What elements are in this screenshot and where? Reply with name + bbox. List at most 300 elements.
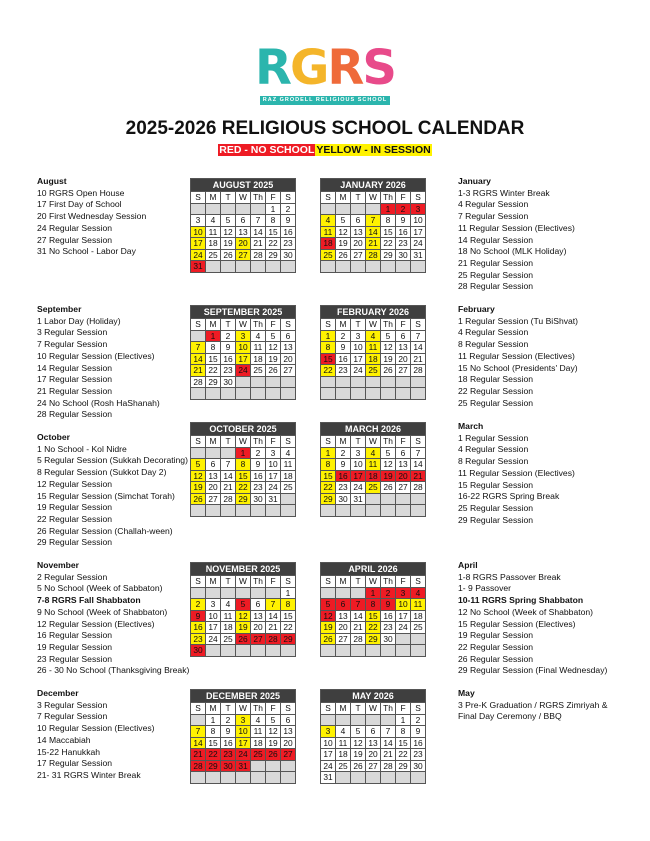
calendar-day: 16 bbox=[336, 470, 351, 482]
notes-item: 24 No School (Rosh HaShanah) bbox=[37, 397, 160, 408]
notes-item: 20 First Wednesday Session bbox=[37, 211, 147, 222]
calendar-empty-cell bbox=[281, 376, 296, 388]
calendar-empty-cell bbox=[351, 261, 366, 273]
calendar-day: 31 bbox=[266, 493, 281, 505]
calendar-day: 29 bbox=[396, 760, 411, 772]
logo-letter: G bbox=[290, 40, 328, 96]
weekday-header: S bbox=[411, 703, 426, 715]
calendar-empty-cell bbox=[321, 714, 336, 726]
calendar-day: 5 bbox=[336, 215, 351, 227]
calendar-day: 17 bbox=[236, 737, 251, 749]
calendar-day: 19 bbox=[236, 622, 251, 634]
notes-item: 19 Regular Session bbox=[458, 630, 534, 641]
calendar-empty-cell bbox=[336, 645, 351, 657]
calendar-empty-cell bbox=[281, 505, 296, 517]
calendar-empty-cell bbox=[251, 376, 266, 388]
calendar-day: 12 bbox=[381, 459, 396, 471]
calendar-day: 6 bbox=[351, 215, 366, 227]
notes-item: 14 Regular Session bbox=[37, 362, 113, 373]
calendar-may-2026 bbox=[320, 689, 426, 784]
calendar-day: 10 bbox=[266, 459, 281, 471]
calendar-day: 5 bbox=[266, 330, 281, 342]
weekday-header: F bbox=[266, 192, 281, 204]
calendar-empty-cell bbox=[351, 376, 366, 388]
calendar-day: 21 bbox=[411, 353, 426, 365]
calendar-day: 27 bbox=[366, 760, 381, 772]
calendar-day: 1 bbox=[366, 587, 381, 599]
calendar-day: 17 bbox=[321, 749, 336, 761]
calendar-day: 27 bbox=[236, 249, 251, 261]
calendar-day: 13 bbox=[281, 342, 296, 354]
calendar-day: 1 bbox=[206, 330, 221, 342]
calendar-day: 26 bbox=[191, 493, 206, 505]
calendar-empty-cell bbox=[381, 645, 396, 657]
calendar-day: 7 bbox=[191, 726, 206, 738]
notes-heading: September bbox=[37, 304, 82, 314]
calendar-day: 9 bbox=[411, 726, 426, 738]
calendar-empty-cell bbox=[396, 505, 411, 517]
notes-item: 25 Regular Session bbox=[458, 269, 534, 280]
notes-item: 25 Regular Session bbox=[458, 397, 534, 408]
calendar-day: 12 bbox=[236, 610, 251, 622]
calendar-empty-cell bbox=[266, 376, 281, 388]
notes-item: 29 Regular Session bbox=[37, 537, 113, 548]
calendar-day: 13 bbox=[351, 226, 366, 238]
calendar-day: 12 bbox=[321, 610, 336, 622]
calendar-day: 7 bbox=[191, 342, 206, 354]
calendar-day: 12 bbox=[336, 226, 351, 238]
calendar-day: 2 bbox=[381, 587, 396, 599]
notes-item: 19 Regular Session bbox=[37, 502, 113, 513]
calendar-empty-cell bbox=[221, 772, 236, 784]
calendar-day: 16 bbox=[396, 226, 411, 238]
calendar-day: 11 bbox=[281, 459, 296, 471]
calendar-day: 18 bbox=[251, 737, 266, 749]
weekday-header: M bbox=[206, 192, 221, 204]
notes-item: 1 Labor Day (Holiday) bbox=[37, 315, 121, 326]
logo-letters bbox=[250, 40, 400, 96]
calendar-day: 4 bbox=[251, 330, 266, 342]
calendar-day: 4 bbox=[321, 215, 336, 227]
notes-item: 4 Regular Session bbox=[458, 199, 529, 210]
notes-item: 5 Regular Session (Sukkah Decorating) bbox=[37, 455, 188, 466]
weekday-header: S bbox=[281, 319, 296, 331]
calendar-day: 30 bbox=[281, 249, 296, 261]
notes-item: 1- 9 Passover bbox=[458, 583, 512, 594]
calendar-day: 18 bbox=[366, 470, 381, 482]
calendar-day: 3 bbox=[396, 587, 411, 599]
calendar-empty-cell bbox=[206, 388, 221, 400]
calendar-day: 8 bbox=[206, 342, 221, 354]
calendar-day: 3 bbox=[191, 215, 206, 227]
calendar-month-title: APRIL 2026 bbox=[321, 563, 426, 576]
calendar-empty-cell bbox=[336, 261, 351, 273]
calendar-empty-cell bbox=[281, 645, 296, 657]
calendar-day: 16 bbox=[221, 737, 236, 749]
calendar-day: 26 bbox=[351, 760, 366, 772]
weekday-header: S bbox=[321, 703, 336, 715]
weekday-header: T bbox=[221, 436, 236, 448]
calendar-empty-cell bbox=[206, 587, 221, 599]
calendar-empty-cell bbox=[351, 505, 366, 517]
calendar-day: 1 bbox=[281, 587, 296, 599]
calendar-day: 18 bbox=[336, 749, 351, 761]
notes-item: 3 Regular Session bbox=[37, 327, 108, 338]
calendar-april-2026 bbox=[320, 562, 426, 657]
calendar-day: 5 bbox=[221, 215, 236, 227]
calendar-day: 28 bbox=[411, 482, 426, 494]
calendar-day: 22 bbox=[396, 749, 411, 761]
calendar-day: 24 bbox=[351, 365, 366, 377]
weekday-header: T bbox=[351, 703, 366, 715]
calendar-day: 8 bbox=[236, 459, 251, 471]
weekday-header: Th bbox=[381, 576, 396, 588]
notes-november bbox=[37, 560, 189, 677]
calendar-day: 7 bbox=[221, 459, 236, 471]
calendar-day: 4 bbox=[336, 726, 351, 738]
calendar-empty-cell bbox=[366, 714, 381, 726]
calendar-day: 7 bbox=[251, 215, 266, 227]
calendar-day: 15 bbox=[381, 226, 396, 238]
calendar-day: 24 bbox=[191, 249, 206, 261]
calendar-day: 26 bbox=[336, 249, 351, 261]
calendar-day: 6 bbox=[396, 447, 411, 459]
weekday-header: S bbox=[411, 192, 426, 204]
weekday-header: W bbox=[236, 703, 251, 715]
notes-item: 7 Regular Session bbox=[458, 211, 529, 222]
calendar-day: 16 bbox=[411, 737, 426, 749]
calendar-day: 30 bbox=[411, 760, 426, 772]
calendar-day: 2 bbox=[396, 203, 411, 215]
calendar-day: 12 bbox=[191, 470, 206, 482]
calendar-day: 8 bbox=[266, 215, 281, 227]
weekday-header: M bbox=[336, 576, 351, 588]
notes-item: 29 Regular Session bbox=[458, 514, 534, 525]
calendar-day: 18 bbox=[411, 610, 426, 622]
calendar-day: 20 bbox=[236, 238, 251, 250]
calendar-day: 9 bbox=[396, 215, 411, 227]
calendar-day: 15 bbox=[206, 737, 221, 749]
calendar-day: 14 bbox=[351, 610, 366, 622]
weekday-header: S bbox=[411, 576, 426, 588]
calendar-month-title: MAY 2026 bbox=[321, 690, 426, 703]
calendar-empty-cell bbox=[351, 645, 366, 657]
calendar-empty-cell bbox=[236, 376, 251, 388]
calendar-day: 22 bbox=[381, 238, 396, 250]
calendar-day: 21 bbox=[221, 482, 236, 494]
calendar-day: 25 bbox=[366, 482, 381, 494]
calendar-day: 2 bbox=[336, 330, 351, 342]
calendar-empty-cell bbox=[321, 388, 336, 400]
calendar-day: 12 bbox=[266, 726, 281, 738]
notes-august bbox=[37, 176, 146, 258]
calendar-day: 19 bbox=[381, 353, 396, 365]
calendar-day: 1 bbox=[381, 203, 396, 215]
calendar-day: 4 bbox=[411, 587, 426, 599]
calendar-empty-cell bbox=[351, 388, 366, 400]
notes-item: 8 Regular Session bbox=[458, 339, 529, 350]
calendar-day: 28 bbox=[381, 760, 396, 772]
calendar-day: 19 bbox=[266, 353, 281, 365]
calendar-empty-cell bbox=[281, 261, 296, 273]
calendar-day: 27 bbox=[396, 482, 411, 494]
notes-item: 22 Regular Session bbox=[458, 385, 534, 396]
notes-march bbox=[458, 421, 575, 526]
calendar-empty-cell bbox=[336, 388, 351, 400]
calendar-day: 31 bbox=[411, 249, 426, 261]
calendar-day: 14 bbox=[191, 353, 206, 365]
notes-item: 11 Regular Session (Electives) bbox=[458, 467, 575, 478]
calendar-day: 3 bbox=[411, 203, 426, 215]
calendar-day: 28 bbox=[191, 760, 206, 772]
notes-item: 14 Regular Session bbox=[458, 234, 534, 245]
calendar-day: 15 bbox=[266, 226, 281, 238]
calendar-empty-cell bbox=[281, 493, 296, 505]
calendar-day: 31 bbox=[236, 760, 251, 772]
notes-january bbox=[458, 176, 575, 293]
legend-in-session: YELLOW - IN SESSION bbox=[316, 144, 431, 156]
calendar-day: 27 bbox=[281, 749, 296, 761]
weekday-header: Th bbox=[251, 703, 266, 715]
calendar-day: 26 bbox=[236, 633, 251, 645]
calendar-empty-cell bbox=[236, 388, 251, 400]
calendar-month-title: SEPTEMBER 2025 bbox=[191, 306, 296, 319]
calendar-day: 11 bbox=[321, 226, 336, 238]
notes-item: 15 No School (Presidents' Day) bbox=[458, 362, 578, 373]
notes-heading: February bbox=[458, 304, 495, 314]
calendar-day: 11 bbox=[221, 610, 236, 622]
weekday-header: W bbox=[236, 576, 251, 588]
calendar-day: 5 bbox=[236, 599, 251, 611]
calendar-empty-cell bbox=[191, 714, 206, 726]
calendar-day: 4 bbox=[366, 447, 381, 459]
calendar-day: 3 bbox=[236, 330, 251, 342]
calendar-day: 8 bbox=[206, 726, 221, 738]
calendar-day: 15 bbox=[281, 610, 296, 622]
notes-heading: April bbox=[458, 560, 478, 570]
weekday-header: T bbox=[351, 436, 366, 448]
calendar-empty-cell bbox=[221, 261, 236, 273]
calendar-empty-cell bbox=[321, 203, 336, 215]
notes-item: 10 RGRS Open House bbox=[37, 187, 125, 198]
calendar-day: 18 bbox=[221, 622, 236, 634]
calendar-day: 22 bbox=[266, 238, 281, 250]
notes-item: 21 Regular Session bbox=[458, 257, 534, 268]
rgrs-logo bbox=[250, 40, 400, 112]
calendar-day: 9 bbox=[336, 459, 351, 471]
calendar-day: 11 bbox=[366, 342, 381, 354]
calendar-day: 2 bbox=[221, 330, 236, 342]
calendar-day: 25 bbox=[336, 760, 351, 772]
weekday-header: S bbox=[191, 576, 206, 588]
calendar-day: 6 bbox=[281, 714, 296, 726]
calendar-empty-cell bbox=[266, 388, 281, 400]
calendar-day: 6 bbox=[396, 330, 411, 342]
calendar-day: 2 bbox=[221, 714, 236, 726]
calendar-day: 29 bbox=[266, 249, 281, 261]
logo-letter: R bbox=[327, 40, 363, 96]
notes-item: 12 Regular Session bbox=[37, 478, 113, 489]
weekday-header: S bbox=[191, 436, 206, 448]
calendar-day: 7 bbox=[381, 726, 396, 738]
calendar-day: 26 bbox=[221, 249, 236, 261]
weekday-header: F bbox=[266, 436, 281, 448]
notes-item: 27 Regular Session bbox=[37, 234, 113, 245]
weekday-header: W bbox=[236, 319, 251, 331]
weekday-header: W bbox=[366, 576, 381, 588]
calendar-day: 3 bbox=[351, 447, 366, 459]
notes-heading: December bbox=[37, 688, 79, 698]
calendar-empty-cell bbox=[191, 772, 206, 784]
calendar-day: 21 bbox=[191, 365, 206, 377]
calendar-day: 1 bbox=[396, 714, 411, 726]
weekday-header: F bbox=[396, 436, 411, 448]
weekday-header: W bbox=[366, 703, 381, 715]
weekday-header: Th bbox=[251, 192, 266, 204]
calendar-empty-cell bbox=[221, 645, 236, 657]
calendar-day: 28 bbox=[351, 633, 366, 645]
calendar-day: 25 bbox=[221, 633, 236, 645]
calendar-empty-cell bbox=[396, 633, 411, 645]
color-legend bbox=[0, 144, 650, 156]
calendar-empty-cell bbox=[396, 261, 411, 273]
calendar-empty-cell bbox=[336, 203, 351, 215]
calendar-day: 29 bbox=[321, 493, 336, 505]
calendar-empty-cell bbox=[266, 505, 281, 517]
notes-item: 26 - 30 No School (Thanksgiving Break) bbox=[37, 665, 190, 676]
calendar-empty-cell bbox=[366, 203, 381, 215]
notes-item: 22 Regular Session bbox=[458, 641, 534, 652]
notes-item: 17 First Day of School bbox=[37, 199, 122, 210]
notes-heading: November bbox=[37, 560, 80, 570]
weekday-header: Th bbox=[251, 436, 266, 448]
calendar-empty-cell bbox=[191, 330, 206, 342]
calendar-day: 20 bbox=[251, 622, 266, 634]
calendar-empty-cell bbox=[381, 493, 396, 505]
calendar-day: 3 bbox=[321, 726, 336, 738]
calendar-day: 22 bbox=[281, 622, 296, 634]
notes-item: 15 Regular Session (Simchat Torah) bbox=[37, 490, 175, 501]
notes-item: 24 Regular Session bbox=[37, 222, 113, 233]
weekday-header: T bbox=[221, 703, 236, 715]
calendar-day: 7 bbox=[411, 447, 426, 459]
calendar-day: 21 bbox=[251, 238, 266, 250]
notes-item: 1 Regular Session (Tu BiShvat) bbox=[458, 315, 579, 326]
notes-february bbox=[458, 304, 578, 409]
weekday-header: S bbox=[191, 192, 206, 204]
weekday-header: M bbox=[206, 319, 221, 331]
calendar-day: 12 bbox=[351, 737, 366, 749]
calendar-day: 19 bbox=[191, 482, 206, 494]
notes-item: 16 Regular Session bbox=[37, 630, 113, 641]
calendar-day: 4 bbox=[281, 447, 296, 459]
calendar-empty-cell bbox=[191, 447, 206, 459]
calendar-empty-cell bbox=[381, 261, 396, 273]
calendar-day: 24 bbox=[351, 482, 366, 494]
calendar-empty-cell bbox=[396, 388, 411, 400]
calendar-day: 30 bbox=[396, 249, 411, 261]
notes-item: 15 Regular Session (Electives) bbox=[458, 618, 576, 629]
calendar-empty-cell bbox=[251, 203, 266, 215]
calendar-empty-cell bbox=[381, 376, 396, 388]
weekday-header: S bbox=[191, 319, 206, 331]
calendar-month-title: AUGUST 2025 bbox=[191, 179, 296, 192]
calendar-day: 22 bbox=[206, 365, 221, 377]
weekday-header: M bbox=[336, 319, 351, 331]
notes-item: 1-3 RGRS Winter Break bbox=[458, 187, 550, 198]
calendar-day: 4 bbox=[206, 215, 221, 227]
calendar-day: 22 bbox=[366, 622, 381, 634]
calendar-empty-cell bbox=[321, 505, 336, 517]
notes-item: 8 Regular Session (Sukkot Day 2) bbox=[37, 467, 167, 478]
calendar-day: 2 bbox=[251, 447, 266, 459]
calendar-day: 28 bbox=[266, 633, 281, 645]
calendar-day: 1 bbox=[321, 330, 336, 342]
notes-item: 7-8 RGRS Fall Shabbaton bbox=[37, 595, 141, 606]
calendar-empty-cell bbox=[266, 587, 281, 599]
weekday-header: S bbox=[411, 436, 426, 448]
calendar-day: 2 bbox=[281, 203, 296, 215]
notes-item: 4 Regular Session bbox=[458, 444, 529, 455]
calendar-day: 29 bbox=[281, 633, 296, 645]
notes-item: 12 No School (Week of Shabbaton) bbox=[458, 606, 594, 617]
calendar-empty-cell bbox=[236, 505, 251, 517]
calendar-day: 26 bbox=[321, 633, 336, 645]
calendar-day: 17 bbox=[351, 470, 366, 482]
weekday-header: F bbox=[396, 703, 411, 715]
notes-item: 19 Regular Session bbox=[37, 641, 113, 652]
notes-item: 22 Regular Session bbox=[37, 513, 113, 524]
calendar-october-2025 bbox=[190, 422, 296, 517]
calendar-day: 23 bbox=[221, 365, 236, 377]
notes-item: 7 Regular Session bbox=[37, 339, 108, 350]
weekday-header: S bbox=[281, 192, 296, 204]
calendar-empty-cell bbox=[321, 376, 336, 388]
calendar-day: 27 bbox=[206, 493, 221, 505]
calendar-day: 1 bbox=[206, 714, 221, 726]
weekday-header: F bbox=[396, 319, 411, 331]
weekday-header: M bbox=[336, 436, 351, 448]
calendar-day: 30 bbox=[251, 493, 266, 505]
notes-item: 25 Regular Session bbox=[458, 502, 534, 513]
calendar-empty-cell bbox=[351, 203, 366, 215]
weekday-header: Th bbox=[251, 576, 266, 588]
calendar-day: 12 bbox=[266, 342, 281, 354]
calendar-empty-cell bbox=[236, 203, 251, 215]
calendar-day: 30 bbox=[381, 633, 396, 645]
calendar-empty-cell bbox=[396, 772, 411, 784]
notes-item: 29 Regular Session (Final Wednesday) bbox=[458, 665, 608, 676]
weekday-header: T bbox=[221, 192, 236, 204]
weekday-header: F bbox=[396, 576, 411, 588]
calendar-day: 24 bbox=[321, 760, 336, 772]
notes-item: 4 Regular Session bbox=[458, 327, 529, 338]
calendar-day: 24 bbox=[236, 365, 251, 377]
calendar-empty-cell bbox=[251, 388, 266, 400]
notes-item: 21 Regular Session bbox=[37, 385, 113, 396]
calendar-empty-cell bbox=[266, 645, 281, 657]
calendar-empty-cell bbox=[366, 645, 381, 657]
notes-item: 1 Regular Session bbox=[458, 432, 529, 443]
calendar-day: 14 bbox=[251, 226, 266, 238]
calendar-day: 6 bbox=[251, 599, 266, 611]
calendar-day: 22 bbox=[321, 482, 336, 494]
notes-item: 1 No School - Kol Nidre bbox=[37, 443, 127, 454]
calendar-day: 13 bbox=[396, 342, 411, 354]
calendar-empty-cell bbox=[351, 772, 366, 784]
notes-item: 2 Regular Session bbox=[37, 571, 108, 582]
calendar-day: 30 bbox=[191, 645, 206, 657]
